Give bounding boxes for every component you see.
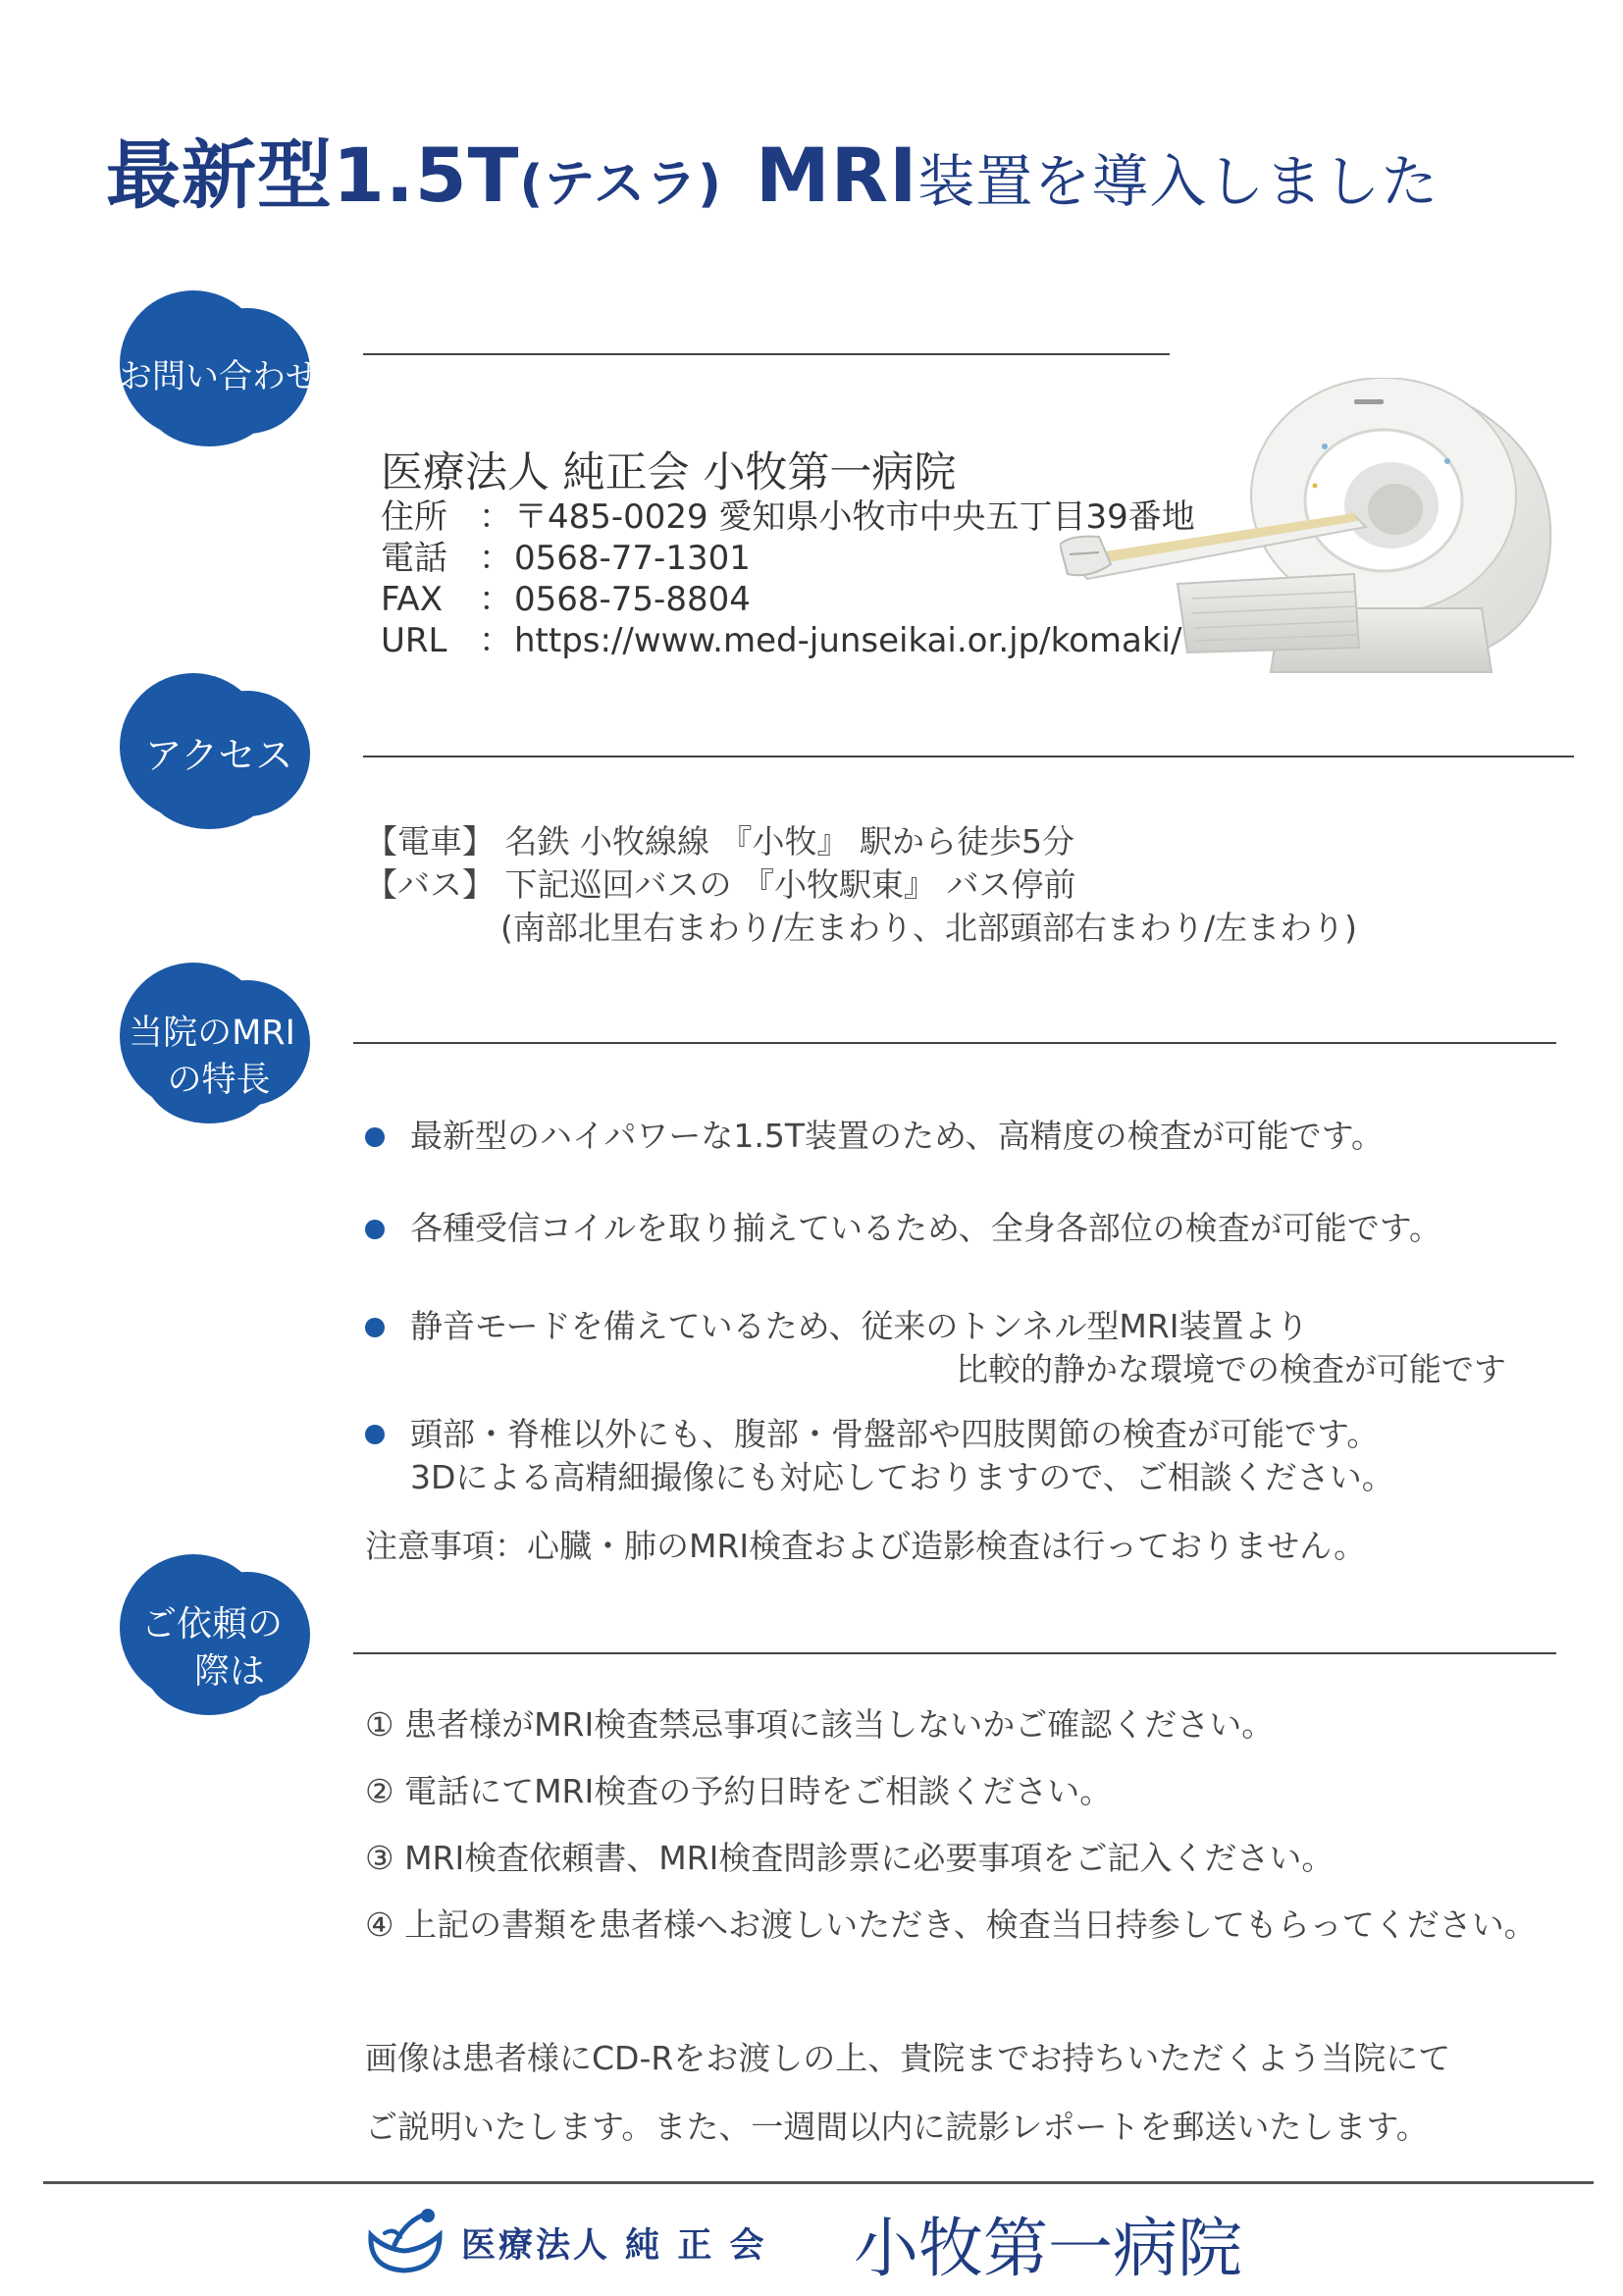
feature-item-3: 静音モードを備えているため、従来のトンネル型MRI装置より (410, 1307, 1309, 1345)
hospital-name: 医療法人 純正会 小牧第一病院 (381, 448, 957, 497)
bullet-icon (365, 1318, 385, 1337)
feature-item-4-cont: 3Dによる高精細撮像にも対応しておりますので、ご相談ください。 (410, 1458, 1394, 1496)
fax-value: 0568-75-8804 (514, 580, 751, 619)
section-badge-contact (116, 285, 322, 451)
mri-scanner-image (1060, 378, 1570, 692)
section-badge-features (116, 957, 322, 1128)
request-step-1: ① 患者様がMRI検査禁忌事項に該当しないかご確認ください。 (365, 1705, 1275, 1744)
bullet-icon (365, 1220, 385, 1239)
section-badge-request (116, 1548, 322, 1720)
access-bus: 【バス】 下記巡回バスの 『小牧駅東』 バス停前 (365, 865, 1076, 904)
request-step-2: ② 電話にてMRI検査の予約日時をご相談ください。 (365, 1772, 1113, 1810)
page-title: 最新型1.5T(テスラ) MRI装置を導入しました (106, 131, 1440, 219)
divider-request (353, 1652, 1556, 1654)
section-label-request-2: 際は (193, 1651, 265, 1692)
fax-row: FAX ：0568-75-8804 (381, 580, 751, 619)
junseikai-logo-icon (361, 2206, 451, 2278)
section-label-features-2: の特長 (167, 1061, 271, 1100)
divider-features (353, 1042, 1556, 1044)
access-bus-routes: (南部北里右まわり/左まわり、北部頭部右まわり/左まわり) (500, 909, 1357, 947)
closing-line-2: ご説明いたします。また、一週間以内に読影レポートを郵送いたします。 (365, 2108, 1429, 2146)
bullet-icon (365, 1127, 385, 1147)
section-label-request-1: ご依頼の (140, 1604, 283, 1644)
section-label-contact: お問い合わせ (119, 357, 319, 396)
access-train: 【電車】 名鉄 小牧線線 『小牧』 駅から徒歩5分 (365, 822, 1074, 861)
section-badge-access (116, 667, 322, 834)
request-step-4: ④ 上記の書類を患者様へお渡しいただき、検査当日持参してもらってください。 (365, 1905, 1537, 1944)
divider-access (363, 756, 1574, 757)
divider-contact (363, 353, 1170, 355)
footer-divider (43, 2181, 1594, 2184)
feature-item-2: 各種受信コイルを取り揃えているため、全身各部位の検査が可能です。 (410, 1209, 1442, 1247)
phone-row: 電話 ：0568-77-1301 (381, 539, 751, 578)
feature-note: 注意事項：心臓・肺のMRI検査および造影検査は行っておりません。 (365, 1527, 1367, 1565)
section-label-features-1: 当院のMRI (129, 1014, 295, 1053)
footer-org-name: 医療法人 純 正 会 (461, 2226, 767, 2266)
request-step-3: ③ MRI検査依頼書、MRI検査問診票に必要事項をご記入ください。 (365, 1839, 1335, 1877)
feature-item-1: 最新型のハイパワーな1.5T装置のため、高精度の検査が可能です。 (410, 1117, 1385, 1155)
section-label-access: アクセス (144, 734, 293, 777)
phone-value: 0568-77-1301 (514, 539, 751, 578)
address-row: 住所 ：〒485-0029 愛知県小牧市中央五丁目39番地 (381, 497, 1195, 537)
url-row: URL ：https://www.med-junseikai.or.jp/komaki/ (381, 621, 1182, 660)
bullet-icon (365, 1425, 385, 1444)
url-link[interactable]: https://www.med-junseikai.or.jp/komaki/ (514, 621, 1182, 660)
closing-line-1: 画像は患者様にCD-Rをお渡しの上、貴院までお持ちいただくよう当院にて (365, 2039, 1451, 2077)
feature-item-4: 頭部・脊椎以外にも、腹部・骨盤部や四肢関節の検査が可能です。 (410, 1415, 1380, 1453)
feature-item-3-cont: 比較的静かな環境での検査が可能です (956, 1350, 1506, 1388)
address-value: 〒485-0029 愛知県小牧市中央五丁目39番地 (514, 497, 1195, 537)
footer-hospital-name: 小牧第一病院 (854, 2211, 1242, 2286)
